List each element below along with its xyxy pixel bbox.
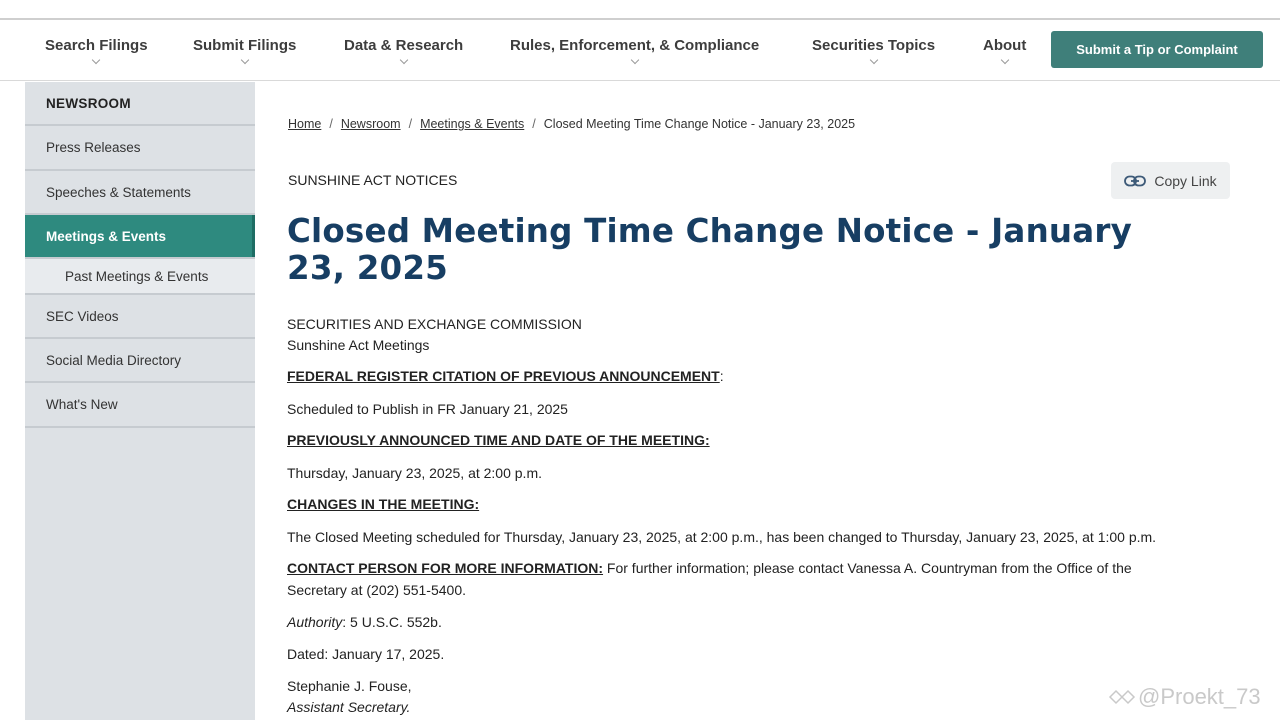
nav-label: Rules, Enforcement, & Compliance: [510, 37, 760, 54]
chevron-down-icon: [630, 56, 638, 64]
nav-label: About: [983, 37, 1027, 54]
nav-label: Submit Filings: [193, 37, 297, 54]
main-content: [255, 82, 1265, 720]
nav-securities-topics[interactable]: [812, 37, 935, 54]
sidebar-heading: NEWSROOM: [25, 82, 255, 126]
chevron-down-icon: [92, 56, 100, 64]
breadcrumb-meetings-events[interactable]: Meetings & Events: [420, 117, 525, 131]
sidebar-item-whats-new[interactable]: What's New: [25, 383, 255, 428]
link-icon: [1124, 175, 1146, 187]
agency-name: SECURITIES AND EXCHANGE COMMISSION: [287, 316, 582, 332]
authority-text: : 5 U.S.C. 552b.: [342, 614, 442, 630]
authority-row: [287, 614, 442, 630]
changes-text: The Closed Meeting scheduled for Thursday, January 23, 2025, at 2:00 p.m., has been changed to Thursday, January 23, 2025, at 1:00 p.m.: [287, 529, 1157, 545]
nav-label: Securities Topics: [812, 37, 936, 54]
breadcrumb: [288, 117, 855, 131]
section-label: SUNSHINE ACT NOTICES: [288, 172, 458, 188]
page-title: Closed Meeting Time Change Notice - January 23, 2025: [287, 212, 1132, 287]
nav-label: Search Filings: [45, 37, 148, 54]
previous-time-heading: PREVIOUSLY ANNOUNCED TIME AND DATE OF THE MEETING:: [287, 432, 710, 448]
watermark: [1108, 684, 1261, 710]
watermark-text: @Proekt_73: [1138, 684, 1261, 709]
nav-search-filings[interactable]: [45, 37, 148, 54]
contact-text: For further information; please contact Vanessa A. Countryman from the Office of the: [603, 560, 1132, 576]
breadcrumb-separator: /: [408, 117, 413, 131]
sidebar-item-past-meetings[interactable]: Past Meetings & Events: [25, 259, 255, 295]
agency-subtitle: Sunshine Act Meetings: [287, 337, 430, 353]
copy-link-button[interactable]: [1111, 162, 1230, 199]
signer-title: Assistant Secretary.: [287, 699, 411, 715]
authority-label: Authority: [287, 614, 343, 630]
chevron-down-icon: [399, 56, 407, 64]
fr-citation-row: [287, 368, 724, 384]
fr-citation-text: Scheduled to Publish in FR January 21, 2025: [287, 401, 568, 417]
nav-about[interactable]: [983, 37, 1026, 54]
nav-data-research[interactable]: [344, 37, 463, 54]
breadcrumb-separator: /: [532, 117, 536, 131]
signer-name: Stephanie J. Fouse,: [287, 678, 412, 694]
chevron-down-icon: [240, 56, 248, 64]
fr-citation-colon: :: [719, 368, 724, 384]
breadcrumb-home[interactable]: Home: [288, 117, 322, 131]
submit-tip-button[interactable]: Submit a Tip or Complaint: [1051, 31, 1263, 68]
contact-row: [287, 560, 1132, 576]
sidebar: [25, 82, 255, 720]
breadcrumb-current: Closed Meeting Time Change Notice - January 23, 2025: [543, 117, 856, 131]
chevron-down-icon: [1000, 56, 1008, 64]
fr-citation-heading: FEDERAL REGISTER CITATION OF PREVIOUS ANNOUNCEMENT: [287, 368, 720, 384]
chevron-down-icon: [869, 56, 877, 64]
previous-time-text: Thursday, January 23, 2025, at 2:00 p.m.: [287, 465, 543, 481]
copy-link-label: Copy Link: [1154, 172, 1217, 189]
sidebar-item-speeches[interactable]: Speeches & Statements: [25, 171, 255, 215]
changes-heading: CHANGES IN THE MEETING:: [287, 496, 480, 512]
contact-heading: CONTACT PERSON FOR MORE INFORMATION:: [287, 560, 604, 576]
sidebar-item-social-media[interactable]: Social Media Directory: [25, 339, 255, 383]
sidebar-item-press-releases[interactable]: Press Releases: [25, 126, 255, 171]
breadcrumb-newsroom[interactable]: Newsroom: [340, 117, 401, 131]
sidebar-item-sec-videos[interactable]: SEC Videos: [25, 295, 255, 339]
contact-text-continued: Secretary at (202) 551-5400.: [287, 582, 466, 598]
nav-submit-filings[interactable]: [193, 37, 296, 54]
nav-label: Data & Research: [344, 37, 464, 54]
main-nav: [0, 20, 1280, 81]
sidebar-item-meetings-events[interactable]: Meetings & Events: [25, 215, 255, 259]
watermark-logo-icon: [1108, 688, 1136, 706]
nav-rules-enforcement[interactable]: [510, 37, 759, 54]
breadcrumb-separator: /: [329, 117, 333, 131]
dated-text: Dated: January 17, 2025.: [287, 646, 445, 662]
